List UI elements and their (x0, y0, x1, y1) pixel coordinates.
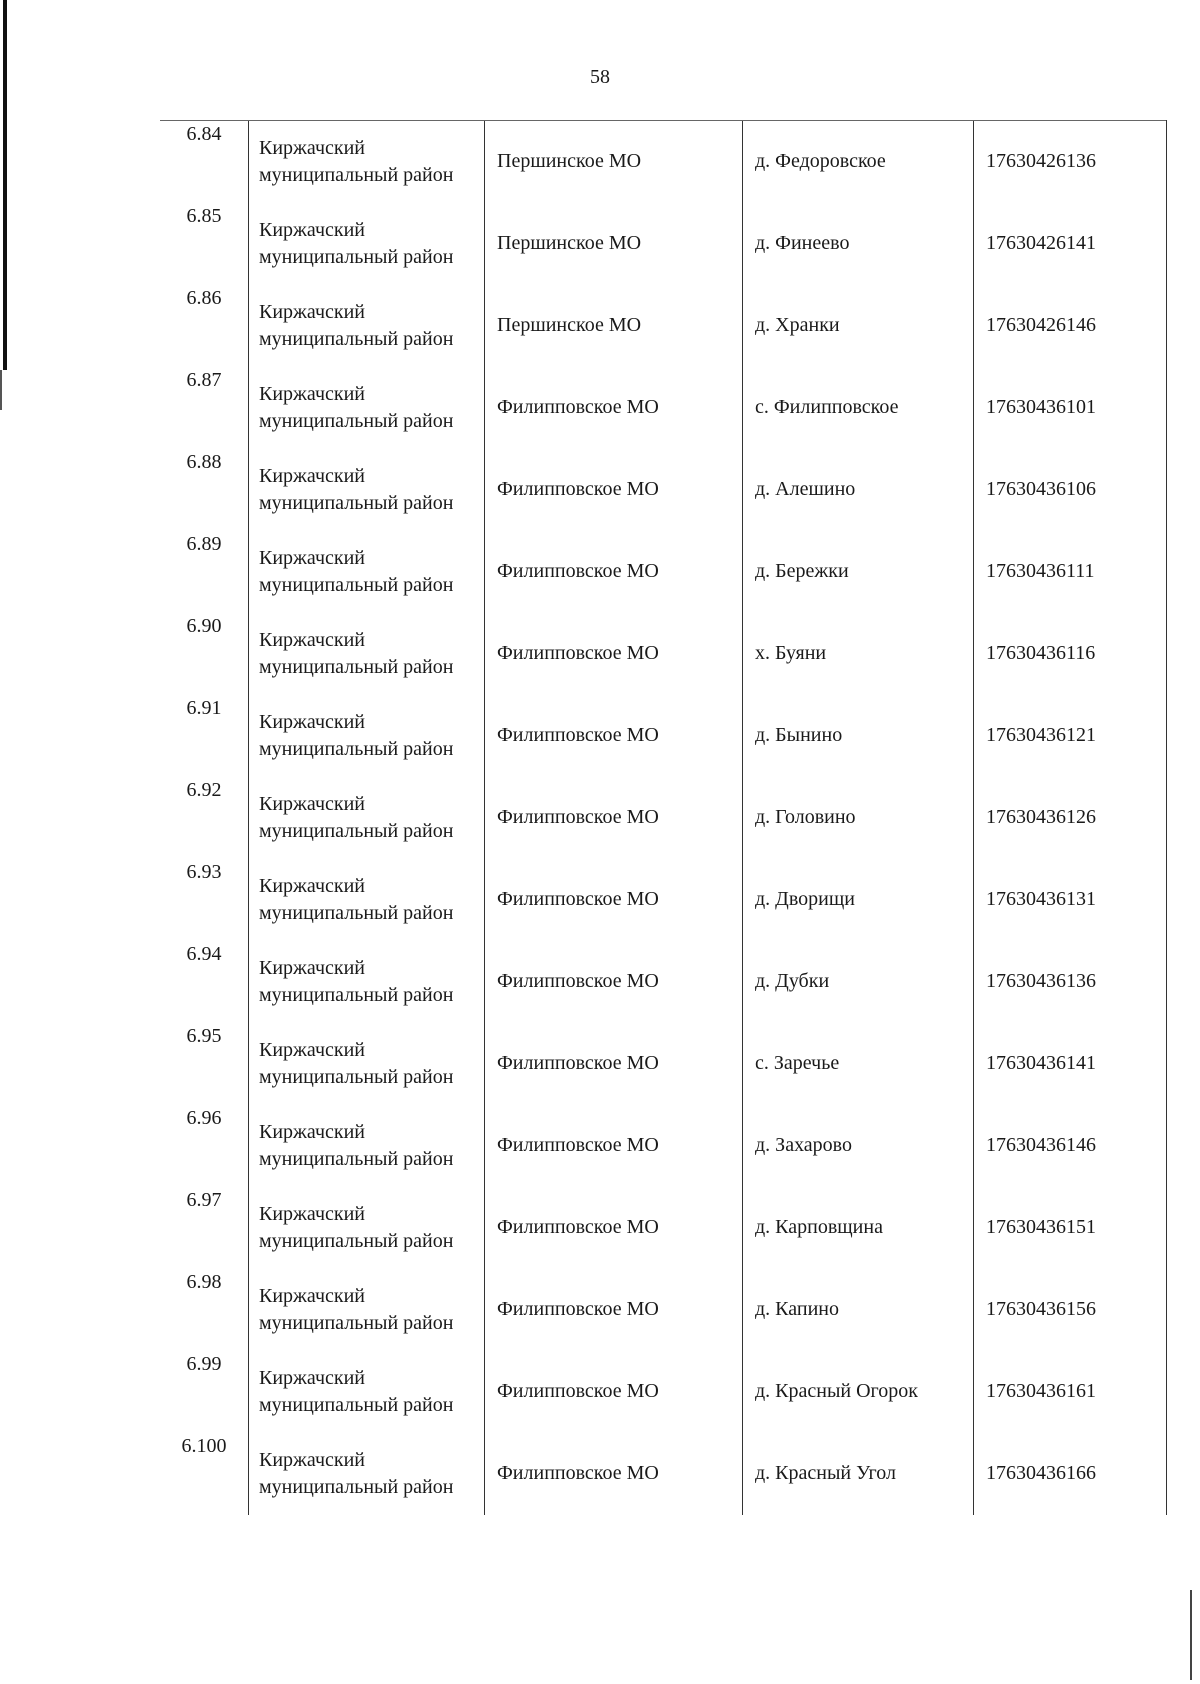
district-cell: Киржачский муниципальный район (249, 941, 485, 1023)
table-row (160, 1023, 1167, 1105)
municipality-cell: Филипповское МО (485, 1269, 743, 1351)
oktmo-code-cell: 17630436141 (974, 1023, 1167, 1105)
scan-edge-mark (3, 0, 7, 370)
oktmo-code-cell: 17630436131 (974, 859, 1167, 941)
locality-cell: д. Головино (743, 777, 974, 859)
oktmo-code-cell: 17630436151 (974, 1187, 1167, 1269)
municipality-cell: Филипповское МО (485, 1187, 743, 1269)
table-row (160, 285, 1167, 367)
row-number: 6.95 (186, 1024, 222, 1047)
oktmo-code-cell: 17630436161 (974, 1351, 1167, 1433)
locality-cell: д. Красный Огорок (743, 1351, 974, 1433)
oktmo-code-cell: 17630426146 (974, 285, 1167, 367)
district-cell: Киржачский муниципальный район (249, 203, 485, 285)
table-row (160, 1433, 1167, 1515)
district-cell: Киржачский муниципальный район (249, 777, 485, 859)
municipality-cell: Филипповское МО (485, 449, 743, 531)
oktmo-code-cell: 17630436111 (974, 531, 1167, 613)
district-cell: Киржачский муниципальный район (249, 367, 485, 449)
row-number: 6.100 (181, 1434, 227, 1457)
row-number: 6.92 (186, 778, 222, 801)
district-cell: Киржачский муниципальный район (249, 1351, 485, 1433)
district-cell: Киржачский муниципальный район (249, 1433, 485, 1515)
municipality-cell: Филипповское МО (485, 613, 743, 695)
table-row (160, 449, 1167, 531)
row-number: 6.84 (160, 121, 249, 203)
municipality-cell: Филипповское МО (485, 1105, 743, 1187)
table-row (160, 695, 1167, 777)
table-row (160, 203, 1167, 285)
oktmo-code-cell: 17630436146 (974, 1105, 1167, 1187)
district-cell: Киржачский муниципальный район (249, 121, 485, 203)
locality-cell: с. Заречье (743, 1023, 974, 1105)
municipality-cell: Филипповское МО (485, 531, 743, 613)
district-cell: Киржачский муниципальный район (249, 1023, 485, 1105)
locality-cell: д. Дворищи (743, 859, 974, 941)
row-number: 6.96 (186, 1106, 222, 1129)
table-row (160, 1105, 1167, 1187)
locality-cell: д. Федоровское (743, 121, 974, 203)
district-cell: Киржачский муниципальный район (249, 449, 485, 531)
table-row (160, 613, 1167, 695)
locality-cell: д. Красный Угол (743, 1433, 974, 1515)
district-cell: Киржачский муниципальный район (249, 1105, 485, 1187)
scan-edge-mark (1190, 1590, 1192, 1680)
row-number: 6.97 (186, 1188, 222, 1211)
scan-edge-mark (0, 370, 2, 410)
locality-cell: д. Финеево (743, 203, 974, 285)
municipality-cell: Филипповское МО (485, 777, 743, 859)
table-row (160, 777, 1167, 859)
district-cell: Киржачский муниципальный район (249, 695, 485, 777)
locality-cell: д. Карповщина (743, 1187, 974, 1269)
municipality-cell: Филипповское МО (485, 859, 743, 941)
locality-cell: д. Капино (743, 1269, 974, 1351)
row-number: 6.85 (186, 204, 222, 227)
oktmo-code-cell: 17630436156 (974, 1269, 1167, 1351)
municipality-cell: Першинское МО (485, 121, 743, 203)
oktmo-code-cell: 17630426136 (974, 121, 1167, 203)
district-cell: Киржачский муниципальный район (249, 613, 485, 695)
oktmo-code-cell: 17630436106 (974, 449, 1167, 531)
oktmo-code-cell: 17630426141 (974, 203, 1167, 285)
row-number: 6.99 (186, 1352, 222, 1375)
district-cell: Киржачский муниципальный район (249, 531, 485, 613)
municipality-cell: Филипповское МО (485, 941, 743, 1023)
locality-cell: х. Буяни (743, 613, 974, 695)
row-number: 6.98 (186, 1270, 222, 1293)
oktmo-code-cell: 17630436121 (974, 695, 1167, 777)
table-row (160, 1187, 1167, 1269)
oktmo-code-cell: 17630436116 (974, 613, 1167, 695)
oktmo-code-cell: 17630436136 (974, 941, 1167, 1023)
district-cell: Киржачский муниципальный район (249, 1187, 485, 1269)
municipality-cell: Першинское МО (485, 203, 743, 285)
locality-cell: д. Дубки (743, 941, 974, 1023)
locality-cell: д. Бынино (743, 695, 974, 777)
locality-cell: д. Бережки (743, 531, 974, 613)
row-number: 6.88 (186, 450, 222, 473)
row-number: 6.89 (186, 532, 222, 555)
municipality-cell: Филипповское МО (485, 1023, 743, 1105)
row-number: 6.93 (186, 860, 222, 883)
oktmo-code-cell: 17630436166 (974, 1433, 1167, 1515)
district-cell: Киржачский муниципальный район (249, 1269, 485, 1351)
oktmo-code-cell: 17630436101 (974, 367, 1167, 449)
settlements-table (160, 120, 1167, 1515)
table-row (160, 121, 1167, 203)
table-row (160, 531, 1167, 613)
district-cell: Киржачский муниципальный район (249, 859, 485, 941)
table-row (160, 941, 1167, 1023)
municipality-cell: Филипповское МО (485, 367, 743, 449)
locality-cell: д. Хранки (743, 285, 974, 367)
locality-cell: д. Захарово (743, 1105, 974, 1187)
table-row (160, 1269, 1167, 1351)
page-number: 58 (590, 66, 610, 88)
row-number: 6.90 (186, 614, 222, 637)
table-row (160, 367, 1167, 449)
table-row (160, 859, 1167, 941)
municipality-cell: Першинское МО (485, 285, 743, 367)
district-cell: Киржачский муниципальный район (249, 285, 485, 367)
municipality-cell: Филипповское МО (485, 695, 743, 777)
row-number: 6.87 (186, 368, 222, 391)
table-row (160, 1351, 1167, 1433)
municipality-cell: Филипповское МО (485, 1351, 743, 1433)
locality-cell: с. Филипповское (743, 367, 974, 449)
row-number: 6.94 (186, 942, 222, 965)
oktmo-code-cell: 17630436126 (974, 777, 1167, 859)
municipality-cell: Филипповское МО (485, 1433, 743, 1515)
row-number: 6.86 (186, 286, 222, 309)
row-number: 6.91 (186, 696, 222, 719)
locality-cell: д. Алешино (743, 449, 974, 531)
